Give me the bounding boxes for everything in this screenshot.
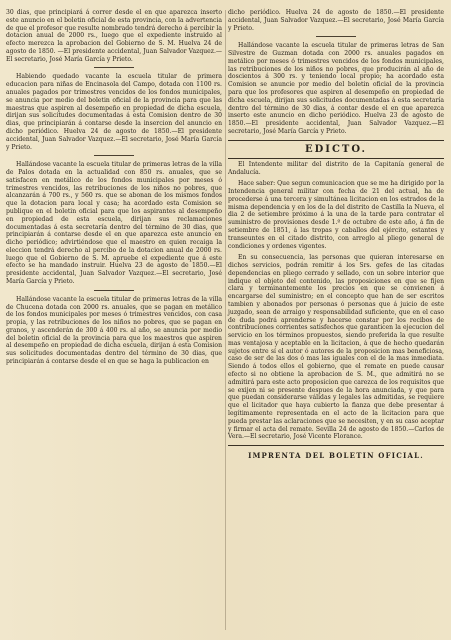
column-divider — [225, 10, 226, 630]
edict-intro: El Intendente militar del distrito de la Capitanía general de Andalucía. — [228, 160, 444, 176]
footer-rule — [228, 445, 444, 446]
left-column — [6, 9, 222, 370]
notice-encinasola-tail: 30 dias, que principiará á correr desde el en que aparezca inserto este anuncio en el boletin oficial de esta provincia, con la advertencia de que el profesor que resulte nombrado tendrá derecho á percibir la dotacion anual de 2000 rs., luego que el expediente instruido al efecto merezca la aprobacion del Gobierno de S. M. Huelva 24 de agosto de 1850. —El presidente accidental, Juan Salvador Vazquez.—El secretario, José María García y Prieto. — [6, 9, 222, 63]
notice-encinasola-ninas: Habiendo quedado vacante la escuela titular de primera educacion para niñas de Encinasola del Campo, dotada con 1100 rs. anuales pagados por trimestres vencidos de los fondos municipales, se anuncia por medio del boletin oficial de la provincia para que las maestras que aspiren al desempeño en propiedad de dicha escuela, dirijan sus solicitudes documentadas á esta Comision dentro de 30 dias, que principiarán á contarse desde la insercion del anuncio en dicho periódico. Huelva 24 de agosto de 1850.—El presidente accidental, Juan Salvador Vazquez.—El secretario, José María García y Prieto. — [6, 73, 222, 151]
notice-chucena-tail: dicho periódico. Huelva 24 de agosto de 1850.—El presidente accidental, Juan Salvador Vazquez.—El secretario, José María García y Prieto. — [228, 9, 444, 32]
notice-chucena: Hallándose vacante la escuela titular de primeras letras de la villa de Chucena dotada con 2000 rs. anuales, que se pagan en metálico de los fondos municipales por meses ó trimestres vencidos, con casa propia, y las retribuciones de los niños no pobres, que se pagan en granos, y ascenderán de 300 á 400 rs. al año, se anuncia por medio del boletin oficial de la provincia para que los maestros que aspiren al desempeño en propiedad de dicha escuela, dirijan á esta Comision sus solicitudes documentadas dentro del término de 30 dias, que principiarán á contarse desde el en que se haga la publicacion en — [6, 295, 222, 366]
printer-footer: IMPRENTA DEL BOLETIN OFICIAL. — [248, 451, 424, 461]
separator-rule — [316, 36, 356, 37]
right-column — [228, 9, 444, 460]
separator-rule — [94, 290, 134, 291]
heading-rule-bottom — [228, 158, 444, 159]
notice-san-silvestre: Hallándose vacante la escuela titular de primeras letras de San Silvestre de Guzman dotada con 2000 rs. anuales pagados en metálico por meses ó trimestres vencidos de los fondos municipales, las retribuciones de los niños no pobres, que producirán al año de doscientos á 300 rs. y teniendo local propio; ha acordado esta Comision se anuncie por medio del boletin oficial de la provincia para que los profesores que aspiren al desempeño en propiedad de dicha escuela, dirijan sus solicitudes documentadas á esta secretaría dentro del término de 30 dias, á contar desde el en que aparezca inserto este anuncio en dicho periódico. Huelva 23 de agosto de 1850.—El presidente accidental, Juan Salvador Vazquez.—El secretario, José María García y Prieto. — [228, 42, 444, 135]
separator-rule — [94, 155, 134, 156]
edict-heading: EDICTO. — [305, 143, 367, 155]
heading-rule-top — [228, 140, 444, 141]
notice-palos: Hallándose vacante la escuela titular de primeras letras de la villa de Palos dotada en la actualidad con 850 rs. anuales, que se satisfacen en metálico de los fondos municipales por meses ó trimestres vencidos, las retribuciones de los niños no pobres, que alcanzarán á 700 rs., y 560 rs. que se abonan de los mismos fondos que la dotacion para local y casa; ha acordado esta Comision se publique en el boletin oficial para que los aspirantes al desempeño en propiedad de esta escuela, dirijan sus reclamaciones documentadas á esta secretaría dentro del término de 30 dias, que principiarán á contarse desde el en que aparezca este anuncio en dicho periódico; advirtiéndose que el maestro en quien recaiga la eleccion tendrá derecho al percibo de la dotacion anual de 2000 rs. luego que el Gobierno de S. M. apruebe el expediente que á este efecto se ha mandado instruir. Huelva 23 de agosto de 1850.—El presidente accidental, Juan Salvador Vazquez.—El secretario, José María García y Prieto. — [6, 161, 222, 285]
edict-conditions: En su consecuencia, las personas que quieran interesarse en dichos servicios, podrán remitir á los Srs. gefes de las citadas dependencias en pliego cerrado y sellado, con un sobre interior que indique el objeto del contenido, las proposiciones en que se fijen clara y terminantemente los precios en que se convienen á encargarse del suministro; en el concepto que han de ser escritos tambien y abonados por personas ó personas que á juicio de este juzgado, sean de arraigo y responsabilidad suficiente, que en el caso de duda podrá aprenderse y hacerse constar por los recibos de contribuciones corrientes satisfechos que garanticen la ejecucion del servicio en los términos propuestos, siendo preferida la que resulte mas ventajosa y aceptable en la licitacion, á que de hecho quedarán sujetos entre sí el autor ó autores de la proposicion mas beneficiosa, caso de ser de las dos ó mas las iguales con el de la mas inmediata. Siendo á todos ellos el gobierno, que el remate en puede causar efecto si no obtiene la aprobacion de S. M., que admitirá no se admitirá para este acto proposicion que carezca de los requisitos que se exijen ni se presente despues de la hora anunciada, y que para que puedan considerarse válidas y legales las admitidas, se requiere que el licitador que haya cubierto la fianza que debe presentar á legítimamente representada en el acto de la licitacion para que pueda prestar las aclaraciones que se necesiten, y en su caso aceptar y firmar el acta del remate. Sevilla 24 de agosto de 1850.—Carlos de Vera.—El secretario, José Vicente Florance. — [228, 254, 444, 441]
separator-rule — [94, 67, 134, 68]
edict-body: Hace saber: Que segun comunicacion que se me ha dirigido por la Intendencia general militar con fecha de 21 del actual, ha de procederse á una tercera y simultánea licitacion en los estrados de la misma dependencia y en los de la del distrito de Castilla la Nueva, el dia 2 de setiembre próximo á la una de la tarde para contratar el suministro de provisiones desde 1.º de octubre de este año, á fin de setiembre de 1851, á las tropas y caballos del ejército, estantes y transeuntes en el citado distrito, con arreglo al pliego general de condiciones y ordenes vigentes. — [228, 180, 444, 250]
